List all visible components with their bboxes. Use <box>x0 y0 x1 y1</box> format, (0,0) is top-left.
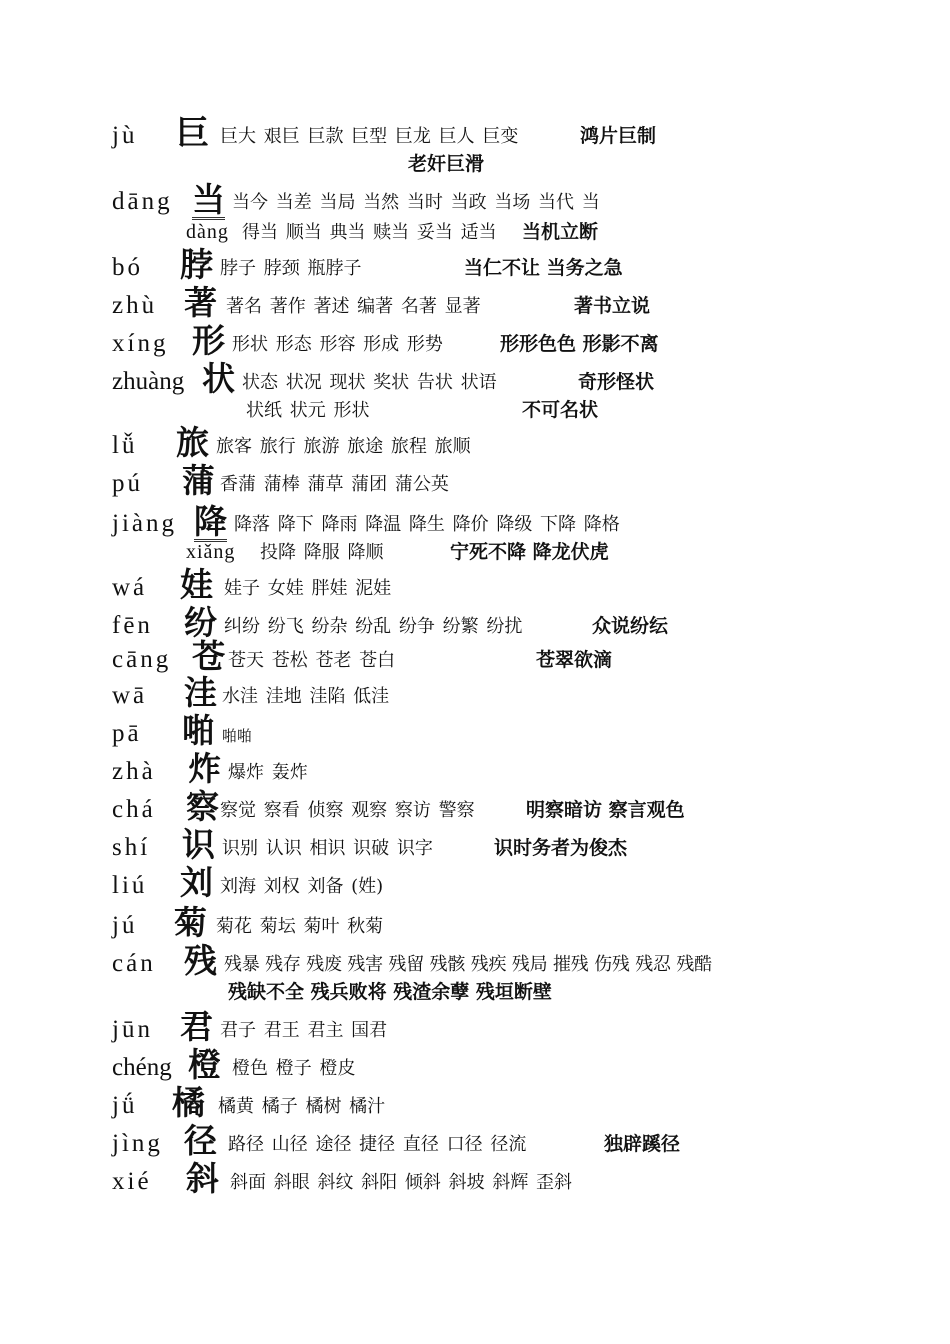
character: 蒲 <box>182 461 215 500</box>
word-list: 斜面 斜眼 斜纹 斜阳 倾斜 斜坡 斜辉 歪斜 <box>230 1172 573 1193</box>
pinyin: jǘ <box>112 1092 138 1119</box>
word-list: 刘海 刘权 刘备 (姓) <box>220 876 384 897</box>
character: 斜 <box>186 1159 219 1198</box>
word-list: 脖子 脖颈 瓶脖子 <box>220 258 362 279</box>
word-list: 啪啪 <box>222 727 253 745</box>
idiom: 不可名状 <box>522 399 599 421</box>
word-list: 橙色 橙子 橙皮 <box>232 1058 356 1079</box>
idiom: 鸿片巨制 <box>580 125 657 147</box>
character: 娃 <box>180 565 213 604</box>
character: 巨 <box>176 113 209 152</box>
word-list: 君子 君王 君主 国君 <box>220 1020 388 1041</box>
idiom: 当仁不让 当务之急 <box>464 257 623 279</box>
word-list: 察觉 察看 侦察 观察 察访 警察 <box>220 800 475 821</box>
alt-pinyin: xiǎng <box>186 541 236 563</box>
pinyin: shí <box>112 834 151 861</box>
word-list: 形状 形态 形容 形成 形势 <box>232 334 443 355</box>
entry-ju3 <box>112 1083 852 1126</box>
idiom: 宁死不降 降龙伏虎 <box>450 541 609 563</box>
pinyin: jú <box>112 912 138 939</box>
word-list: 巨大 艰巨 巨款 巨型 巨龙 巨人 巨变 <box>220 126 519 147</box>
word-list: 爆炸 轰炸 <box>228 762 308 783</box>
word-list: 识别 认识 相识 识破 识字 <box>222 838 433 859</box>
entry-cang <box>112 637 852 680</box>
pinyin: pú <box>112 470 143 497</box>
character: 洼 <box>184 673 217 712</box>
idiom: 奇形怪状 <box>578 371 655 393</box>
character: 形 <box>192 321 225 360</box>
pinyin: xíng <box>112 330 169 357</box>
character: 橙 <box>188 1045 221 1084</box>
entry-pu <box>112 461 852 504</box>
word-list: 娃子 女娃 胖娃 泥娃 <box>224 578 392 599</box>
pinyin: lǚ <box>112 432 138 459</box>
pinyin: wā <box>112 682 148 709</box>
pinyin: bó <box>112 254 143 281</box>
entry-liu <box>112 863 852 906</box>
entry-ju2 <box>112 903 852 946</box>
word-list: 水洼 洼地 洼陷 低洼 <box>222 686 390 707</box>
idiom: 独辟蹊径 <box>604 1133 681 1155</box>
entry-jing <box>112 1121 852 1164</box>
entry-wa <box>112 565 852 608</box>
character: 径 <box>184 1121 217 1160</box>
pinyin: xié <box>112 1168 152 1195</box>
pinyin: jiàng <box>112 510 177 537</box>
word-list: 菊花 菊坛 菊叶 秋菊 <box>216 916 384 937</box>
entry-shi <box>112 825 852 868</box>
entry-xie <box>112 1159 852 1202</box>
idiom: 明察暗访 察言观色 <box>526 799 685 821</box>
word-list: 香蒲 蒲棒 蒲草 蒲团 蒲公英 <box>220 474 449 495</box>
entry-can-line2 <box>112 972 852 1012</box>
idiom: 众说纷纭 <box>592 615 669 637</box>
idiom: 著书立说 <box>574 295 651 317</box>
entry-bo <box>112 245 852 288</box>
entry-lv <box>112 423 852 466</box>
character: 旅 <box>176 423 209 462</box>
word-list: 旅客 旅行 旅游 旅途 旅程 旅顺 <box>216 436 471 457</box>
pinyin: dāng <box>112 188 173 215</box>
character: 菊 <box>174 903 207 942</box>
entry-ju-line2 <box>112 144 852 184</box>
pinyin: wá <box>112 574 148 601</box>
entry-zha <box>112 749 852 792</box>
character: 苍 <box>192 637 225 676</box>
entry-cheng <box>112 1045 852 1088</box>
pinyin: zhù <box>112 292 158 319</box>
word-list: 状纸 状元 形状 <box>246 400 370 421</box>
idiom: 当机立断 <box>522 221 599 243</box>
pinyin: liú <box>112 872 148 899</box>
pinyin: cāng <box>112 646 172 673</box>
entry-cha <box>112 787 852 830</box>
pinyin: zhuàng <box>112 368 185 395</box>
word-list: 残暴 残存 残废 残害 残留 残骸 残疾 残局 摧残 伤残 残忍 残酷 <box>224 954 712 975</box>
word-list: 投降 降服 降顺 <box>260 542 384 563</box>
word-list: 得当 顺当 典当 赎当 妥当 适当 <box>242 222 497 243</box>
entry-pa <box>112 711 852 754</box>
character: 橘 <box>172 1083 205 1122</box>
entry-dang-alt <box>112 212 852 252</box>
pinyin: cán <box>112 950 156 977</box>
word-list: 著名 著作 著述 编著 名著 显著 <box>226 296 481 317</box>
character: 君 <box>180 1007 213 1046</box>
word-list: 橘黄 橘子 橘树 橘汁 <box>218 1096 386 1117</box>
character: 著 <box>184 283 217 322</box>
character: 脖 <box>180 245 213 284</box>
pinyin: chéng <box>112 1054 172 1081</box>
character: 炸 <box>188 749 221 788</box>
character: 当 <box>192 180 225 219</box>
entry-zhuang-line2 <box>112 390 852 430</box>
pinyin: jūn <box>112 1016 153 1043</box>
word-list: 苍天 苍松 苍老 苍白 <box>228 650 396 671</box>
character: 残 <box>184 941 217 980</box>
pinyin: chá <box>112 796 156 823</box>
alt-pinyin: dàng <box>186 221 229 243</box>
word-list: 路径 山径 途径 捷径 直径 口径 径流 <box>228 1134 527 1155</box>
word-list: 降落 降下 降雨 降温 降生 降价 降级 下降 降格 <box>234 514 620 535</box>
pinyin: fēn <box>112 612 153 639</box>
entry-jun <box>112 1007 852 1050</box>
entry-jiang-alt <box>112 532 852 572</box>
idiom: 识时务者为俊杰 <box>494 837 628 859</box>
character: 刘 <box>180 863 213 902</box>
pinyin: zhà <box>112 758 156 785</box>
character: 状 <box>202 359 235 398</box>
idiom: 老奸巨滑 <box>408 153 485 175</box>
character: 啪 <box>182 711 215 750</box>
pinyin: jù <box>112 122 138 149</box>
idiom: 形形色色 形影不离 <box>500 333 659 355</box>
character: 察 <box>186 787 219 826</box>
idiom: 苍翠欲滴 <box>536 649 613 671</box>
character: 纷 <box>184 603 217 642</box>
pinyin: pā <box>112 720 142 747</box>
pinyin: jìng <box>112 1130 163 1157</box>
entry-wa2 <box>112 673 852 716</box>
character: 降 <box>194 502 227 541</box>
word-list: 纠纷 纷飞 纷杂 纷乱 纷争 纷繁 纷扰 <box>224 616 523 637</box>
idiom: 残缺不全 残兵败将 残渣余孽 残垣断壁 <box>228 981 552 1003</box>
character: 识 <box>182 825 215 864</box>
word-list: 状态 状况 现状 奖状 告状 状语 <box>242 372 497 393</box>
word-list: 当今 当差 当局 当然 当时 当政 当场 当代 当 <box>232 192 600 213</box>
